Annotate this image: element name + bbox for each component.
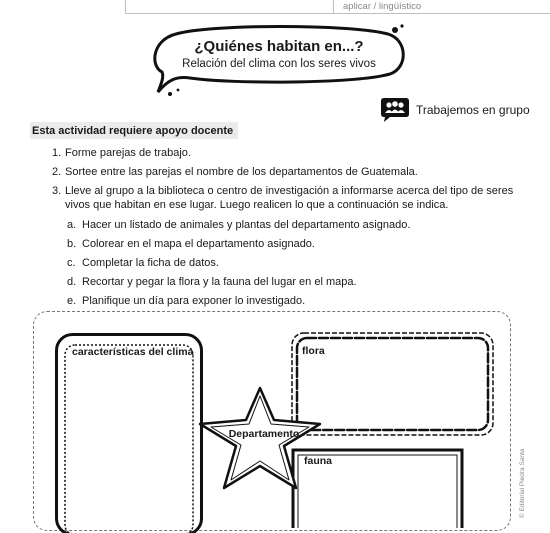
flora-label: flora (302, 345, 325, 357)
activity-title: ¿Quiénes habitan en...? (160, 38, 398, 55)
support-note: Esta actividad requiere apoyo docente (32, 125, 233, 137)
header-tag: aplicar / lingüístico (343, 1, 421, 12)
department-label: Departamento (206, 428, 322, 440)
climate-box (55, 333, 203, 533)
fauna-label: fauna (304, 455, 332, 467)
group-people-icon (378, 98, 412, 122)
header-rule (125, 0, 550, 14)
climate-label: características del clima (72, 346, 193, 358)
group-work-label: Trabajemos en grupo (416, 103, 530, 117)
publisher-credit: © Editorial Piedra Santa (519, 430, 531, 520)
activity-subtitle: Relación del clima con los seres vivos (160, 58, 398, 70)
